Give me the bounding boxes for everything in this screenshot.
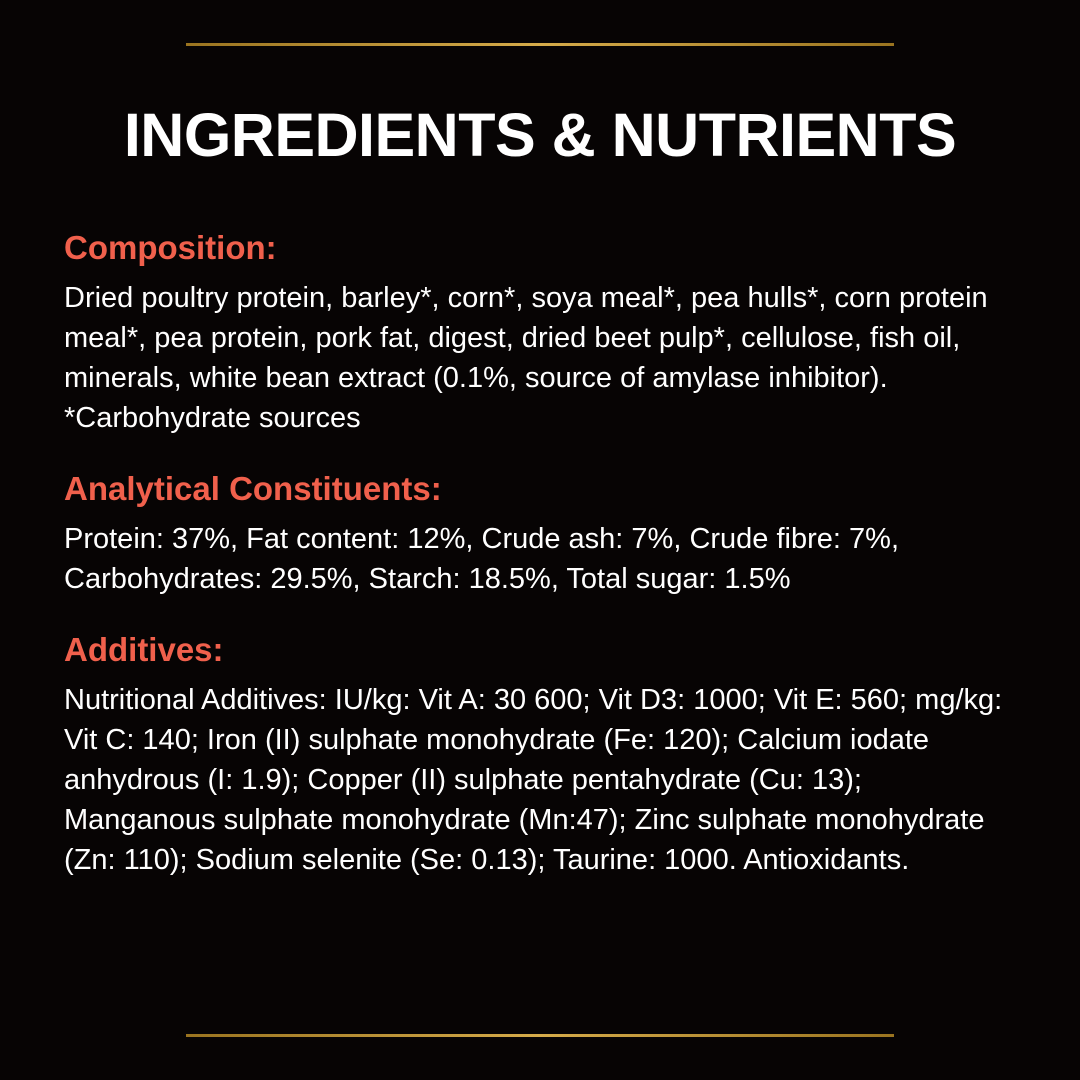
section-additives [64, 629, 1016, 880]
content-area [0, 227, 1080, 957]
additives-body: Nutritional Additives: IU/kg: Vit A: 30 600; Vit D3: 1000; Vit E: 560; mg/kg: Vit C: 140; Iron (II) sulphate monohydrate (Fe: 120); Calcium iodate anhydrous (I: 1.9); Copper (II) sulphate pentahydrate (Cu: 13); Manganous sulphate monohydrate (Mn:47); Zinc sulphate monohydrate (Zn: 110); Sodium selenite (Se: 0.13); Taurine: 1000. Antioxidants. [64, 683, 1003, 876]
section-composition [64, 227, 1016, 438]
composition-body: Dried poultry protein, barley*, corn*, soya meal*, pea hulls*, corn protein meal*, pea protein, pork fat, digest, dried beet pulp*, cellulose, fish oil, minerals, white bean extract (0.1%, source of amylase inhibitor). *Carbohydrate sources [64, 281, 988, 434]
bottom-spacer [0, 957, 1080, 1034]
analytical-constituents-heading: Analytical Constituents: [64, 470, 442, 507]
section-analytical-constituents [64, 468, 1016, 599]
bottom-divider [186, 1034, 894, 1037]
page-title: INGREDIENTS & NUTRIENTS [123, 101, 957, 169]
additives-heading: Additives: [64, 630, 224, 668]
analytical-constituents-body: Protein: 37%, Fat content: 12%, Crude ash: 7%, Crude fibre: 7%, Carbohydrates: 29.5%, Starch: 18.5%, Total sugar: 1.5% [64, 522, 899, 595]
composition-heading: Composition: [64, 229, 277, 267]
top-divider [186, 43, 894, 46]
